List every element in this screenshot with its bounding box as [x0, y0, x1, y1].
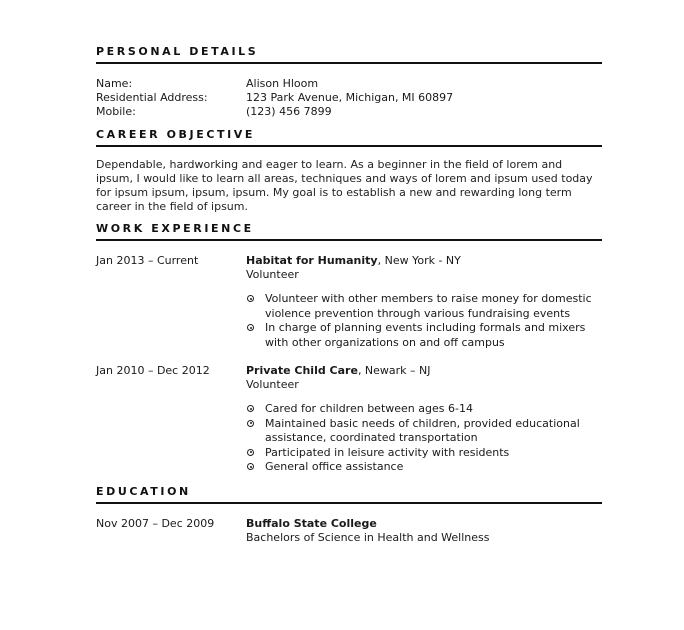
- detail-value: Alison Hloom: [246, 77, 319, 90]
- list-item: [246, 321, 602, 350]
- bullet-text: General office assistance: [265, 460, 404, 473]
- personal-details-rows: [96, 77, 602, 119]
- detail-value: 123 Park Avenue, Michigan, MI 60897: [246, 91, 454, 104]
- circled-dot-bullet-icon: [247, 420, 254, 427]
- job-role: Volunteer: [246, 378, 299, 391]
- bullet-text: Participated in leisure activity with residents: [265, 445, 510, 459]
- job-dates: Jan 2013 – Current: [96, 254, 199, 267]
- education-degree: Bachelors of Science in Health and Wellness: [246, 531, 490, 544]
- work-experience-section: [96, 222, 602, 475]
- job-entry-habitat: [96, 254, 602, 350]
- section-title-career-objective: CAREER OBJECTIVE: [96, 128, 602, 147]
- detail-label: Mobile:: [96, 105, 136, 118]
- job-details: [246, 254, 602, 350]
- education-entry: [96, 517, 602, 545]
- list-item: [246, 292, 602, 321]
- job-details: [246, 364, 602, 475]
- list-item: [246, 417, 602, 446]
- circled-dot-bullet-icon: [247, 449, 254, 456]
- job-entry-private-child-care: [96, 364, 602, 475]
- job-bullets: [246, 402, 602, 475]
- detail-label: Name:: [96, 77, 133, 90]
- job-location: , New York - NY: [377, 254, 461, 267]
- personal-detail-row-name: [96, 77, 602, 91]
- section-title-education: EDUCATION: [96, 485, 602, 504]
- education-dates: Nov 2007 – Dec 2009: [96, 517, 215, 530]
- education-details: [246, 517, 602, 545]
- bullet-text: Volunteer with other members to raise money for domestic violence prevention through various fundraising events: [265, 292, 592, 320]
- list-item: [246, 446, 602, 461]
- job-header: [246, 364, 602, 378]
- circled-dot-bullet-icon: [247, 463, 254, 470]
- personal-detail-row-address: [96, 91, 602, 105]
- job-role: Volunteer: [246, 268, 299, 281]
- list-item: [246, 460, 602, 475]
- bullet-text: Maintained basic needs of children, provided educational assistance, coordinated transportation: [265, 416, 580, 444]
- personal-details-section: [96, 45, 602, 119]
- job-header: [246, 254, 602, 268]
- personal-detail-row-mobile: [96, 105, 602, 119]
- circled-dot-bullet-icon: [247, 324, 254, 331]
- job-dates: Jan 2010 – Dec 2012: [96, 364, 210, 377]
- detail-value: (123) 456 7899: [246, 105, 332, 118]
- job-location: , Newark – NJ: [357, 364, 431, 377]
- job-bullets: [246, 292, 602, 350]
- education-section: [96, 485, 602, 545]
- education-school: Buffalo State College: [246, 517, 377, 530]
- section-title-personal-details: PERSONAL DETAILS: [96, 45, 602, 64]
- bullet-text: Cared for children between ages 6-14: [265, 402, 473, 415]
- circled-dot-bullet-icon: [247, 405, 254, 412]
- section-title-work-experience: WORK EXPERIENCE: [96, 222, 602, 241]
- career-objective-text: Dependable, hardworking and eager to learn. As a beginner in the field of lorem and ipsum, I would like to learn all areas, techniques and ways of lorem and ipsum used today for ipsum ipsum, ipsum, ipsum. My goal is to establish a new and rewarding long term career in the field of ipsum.: [96, 158, 593, 213]
- bullet-text: In charge of planning events including formals and mixers with other organizations on and off campus: [265, 321, 586, 349]
- circled-dot-bullet-icon: [247, 295, 254, 302]
- career-objective-section: [96, 128, 602, 214]
- job-organization: Private Child Care: [246, 364, 358, 377]
- job-organization: Habitat for Humanity: [246, 254, 378, 267]
- detail-label: Residential Address:: [96, 91, 208, 104]
- list-item: [246, 402, 602, 417]
